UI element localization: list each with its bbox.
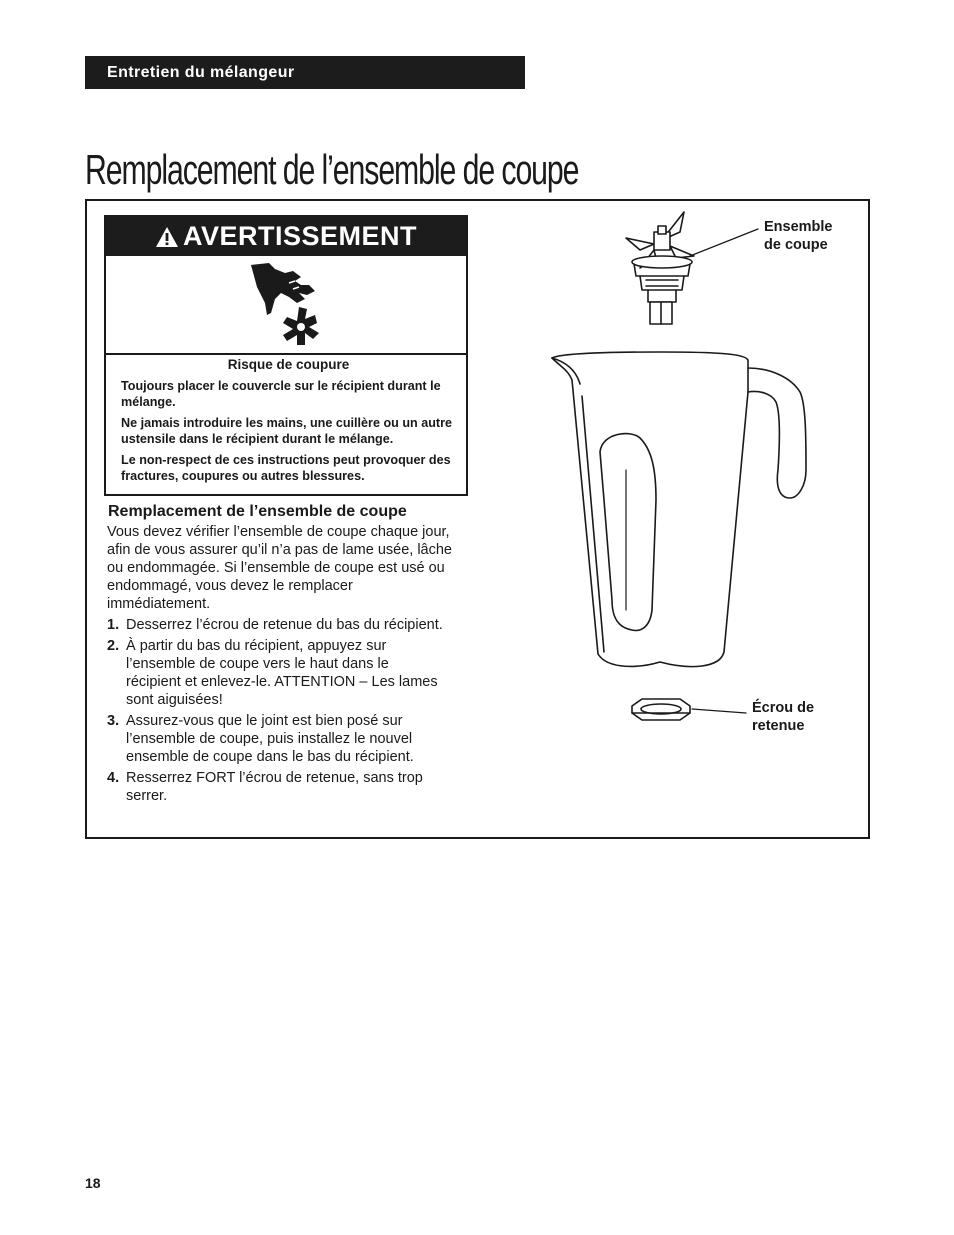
warning-line: Ne jamais introduire les mains, une cuillère ou un autre ustensile dans le récipient durant le mélange. xyxy=(121,415,453,446)
step-number: 1. xyxy=(107,617,120,633)
step-number: 3. xyxy=(107,713,120,729)
warning-line: Toujours placer le couvercle sur le récipient durant le mélange. xyxy=(121,378,441,409)
callout-line: Ensemble xyxy=(764,219,833,235)
warning-label: AVERTISSEMENT xyxy=(182,221,418,251)
warning-line: Le non-respect de ces instructions peut provoquer des fractures, coupures ou autres blessures. xyxy=(121,452,451,483)
step-number: 4. xyxy=(107,770,120,786)
callout-retaining-nut xyxy=(752,700,814,735)
retaining-nut-illustration xyxy=(632,699,690,720)
section-header: Entretien du mélangeur xyxy=(85,56,525,89)
step-text: Desserrez l’écrou de retenue du bas du récipient. xyxy=(126,617,443,633)
callout-line: de coupe xyxy=(764,236,828,253)
step-number: 2. xyxy=(107,638,120,654)
callout-line: Écrou de xyxy=(752,700,815,716)
warning-risk: Risque de coupure xyxy=(227,357,350,372)
step-text: Resserrez FORT l’écrou de retenue, sans trop serrer. xyxy=(126,770,423,804)
callout-cutter-assembly xyxy=(764,219,833,254)
blender-jar-illustration xyxy=(552,352,806,667)
page-number: 18 xyxy=(85,1175,101,1191)
section-intro: Vous devez vérifier l’ensemble de coupe chaque jour, afin de vous assurer qu’il n’a pas de lame usée, lâche ou endommagée. Si l’ensemble de coupe est usé ou endommagé, vous devez le remplacer immédiatement. xyxy=(107,524,452,612)
callout-line: retenue xyxy=(752,717,805,734)
page-title: Remplacement de l’ensemble de coupe xyxy=(85,146,579,193)
step-text: À partir du bas du récipient, appuyez sur l’ensemble de coupe vers le haut dans le récipient et enlevez-le. ATTENTION – Les lames sont aiguisées! xyxy=(126,638,438,708)
section-heading: Remplacement de l’ensemble de coupe xyxy=(108,503,407,520)
step-text: Assurez-vous que le joint est bien posé sur l’ensemble de coupe, puis installez le nouvel ensemble de coupe dans le bas du récipient. xyxy=(126,713,414,765)
cutter-assembly-illustration xyxy=(626,212,694,324)
